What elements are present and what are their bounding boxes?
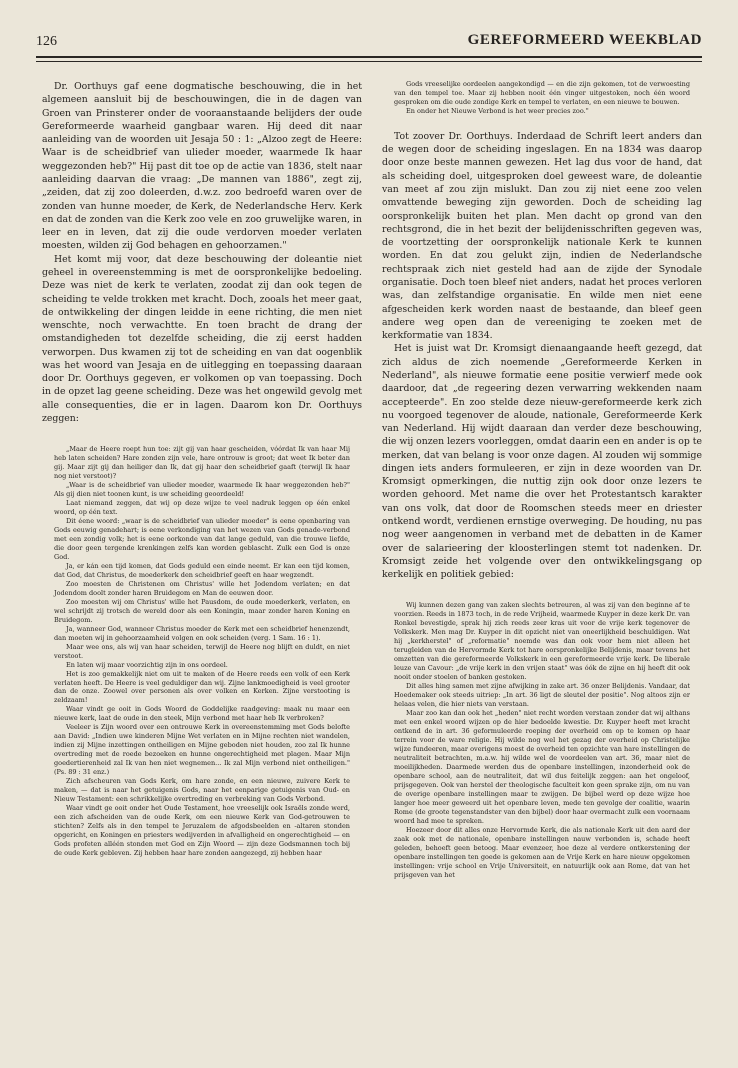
quote-paragraph: Hoezeer door dit alles onze Hervormde Kerk, die als nationale Kerk uit den aard der zaak ook met de nationale, openbare instellingen nauw verbonden is, schade heeft geleden, behoeft geen betoog. Maar evenzeer, hoe deze al verdere ontkerstening der openbare instellingen ten goede is gekomen aan de Vrije Kerk en hare nieuw opgekomen instellingen: vrije school en Vrije Universiteit, en natuurlijk ook aan Rome, dat van het prijsgeven van het [394,825,690,879]
quote-paragraph: En laten wij maar voorzichtig zijn in ons oordeel. [66,660,228,669]
right-quote [382,601,702,879]
left-quote [42,445,362,858]
quote-paragraph: En onder het Nieuwe Verbond is het weer precies zoo." [406,106,589,115]
quote-paragraph: Dit éene woord: „waar is de scheidbrief van ulieder moeder" is eene openbaring van Gods eeuwig genadehart; is eene verkondiging van het wezen van Gods genade-verbond met een zondig volk; het is eene oorkonde van dat lange geduld, van die trouwe liefde, die door geen tergende krenkingen zelfs kan worden geblascht. Zulk een God is onze God. [54,517,350,561]
quote-paragraph: Zoo moesten wij om Christus' wille het Pausdom, de oude moederkerk, verlaten, en wel schrijdt zij trotsch de wereld door als een Koningin, maar zonder haren Koning en Bruidegom. [54,597,350,624]
quote-paragraph: Waar vindt ge ooit in Gods Woord de Goddelijke raadgeving: maak nu maar een nieuwe kerk, laat de oude in den steek, Mijn verbond met haar heb Ik verbroken? [54,705,350,723]
quote-paragraph: Ja, er kán een tijd komen, dat Gods geduld een einde neemt. Er kan een tijd komen, dat God, dat Christus, de moederkerk den scheidbrief geeft en haar wegzendt. [54,561,350,579]
quote-paragraph: „Waar is de scheidbrief van ulieder moeder, waarmede Ik haar weggezonden heb?" Als gij dien niet toonen kunt, is uw scheiding geoordeeld! [54,481,350,499]
left-intro [42,80,362,425]
paragraph: Het komt mij voor, dat deze beschouwing der doleantie niet geheel in overeenstemming is met de oorspronkelijke bedoeling. Deze was niet de kerk te verlaten, zoodat zij dan ook tegen de scheiding te velde trokken met kracht. Doch, zooals het meer gaat, de ontwikkeling der dingen leidde in eene richting, die men niet wenschte, noch verwachtte. En toen bracht de drang der omstandigheden tot dezelfde scheiding, die zij eerst hadden verworpen. Dus kwamen zij tot de scheiding en van dat oogenblik was het woord van Jesaja en de uitlegging en toepassing daaraan door Dr. Oorthuys gegeven, er volkomen op van toepassing. Doch in de opzet lag geene scheiding. Deze was het ongewild gevolg met alle consequenties, die er in lagen. Daarom kon Dr. Oorthuys zeggen: [42,253,362,425]
quote-paragraph: Zich afscheuren van Gods Kerk, om hare zonde, en een nieuwe, zuivere Kerk te maken, — dat is naar het getuigenis Gods, naar het eenparige getuigenis van Oud- en Nieuw Testament: een schrikkelijke overtreding en verbreking van Gods Verbond. [54,777,350,804]
quote-paragraph: Het is zoo gemakkelijk niet om uit te maken of de Heere reeds een volk of een Kerk verlaten heeft. De Heere is veel geduldiger dan wij. Zijne lankmoedigheid is veel grooter dan de onze. Zoowel over personen als over volken en Kerken. Zijne verstooting is zeldzaam! [54,669,350,705]
page-number: 126 [36,34,57,49]
quote-paragraph: Wij kunnen dezen gang van zaken slechts betreuren, al was zij van den beginne af te voorzien. Reeds in 1873 toch, in de rede Vrijheid, waarmede Kuyper in deze kerk Dr. van Ronkel bevestigde, sprak hij zich reeds zeer kras uit voor de vrije kerk tegenover de Volkskerk. Men mag Dr. Kuyper in dit opzicht niet van oneerlijkheid beschuldigen. Wat hij „kerkherstel" of „reformatie" noemde was dan ook voor hem niet alleen het terugleiden van de Hervormde Kerk tot hare oorspronkelijke Belijdenis, maar tevens het omzetten van die gereformeerde Volkskerk in een gereformeerde vrije kerk. De liberale leuze van Cavour: „de vrije kerk in den vrijen staat" was óók de zijne en hij heeft dit ook nooit onder stoelen of banken gestoken. [394,601,690,682]
quote-paragraph: Laat niemand zeggen, dat wij op deze wijze te veel nadruk leggen op één enkel woord, op één text. [54,499,350,517]
quote-paragraph: Veeleer is Zijn woord over een ontrouwe Kerk in overeenstemming met Gods belofte aan David: „Indien uwe kinderen Mijne Wet verlaten en in Mijne rechten niet wandelen, indien zij Mijne inzettingen ontheiligen en Mijne geboden niet houden, zoo zal Ik hunne overtreding met de roede bezoeken en hunne ongerechtigheid met plagen. Maar Mijn goedertierenheid zal Ik van hen niet wegnemen... Ik zal Mijn verbond niet ontheiligen." (Ps. 89 : 31 enz.) [54,723,350,777]
quote-paragraph: Waar vindt ge ooit onder het Oude Testament, hoe vreeselijk ook Israëls zonde werd, een zich afscheiden van de oude Kerk, om een nieuwe Kerk van God-getrouwen te stichten? Zelfs als in den tempel te Jeruzalem de afgodsbeelden en -altaren stonden opgericht, en Koningen en priesters wedijverden in afvalligheid en ongerechtigheid — en Gods profeten alléén stonden met God en Zijn Woord — zijn deze Godsmannen toch bij de oude Kerk gebleven. Zij hebben haar hare zonden aangezegd, zij hebben haar [54,804,350,857]
quote-paragraph: Maar wee ons, als wij van haar scheiden, terwijl de Heere nog blijft en duldt, en niet verstoot. [54,642,350,660]
quote-paragraph: Maar zoo kan dan ook het „heden" niet recht worden verstaan zonder dat wij althans met een enkel woord wijzen op de hier bedoelde kwestie. Dr. Kuyper heeft met kracht ontkend de in art. 36 geformuleerde roeping der overheid om op te komen op haar terrein voor de ware religie. Hij wilde nog wel het gezag der overheid op Christelijke wijze fundeeren, maar overigens moest de overheid ten opzichte van hare instellingen de neutraliteit betrachten, m.a.w. hij wilde wel de voordeelen van art. 36, maar niet de moeilijkheden. Daarmede werden dus de openbare instellingen, inzonderheid ook de openbare school, aan de neutraliteit, dat wil dus feitelijk zeggen: aan het ongeloof, prijsgegeven. Ook van herstel der theologische faculteit kon geen sprake zijn, om nu van de overige openbare instellingen maar te zwijgen. De bijbel werd op deze wijze hoe langer hoe meer geweerd uit het openbare leven, mede ten gevolge der coalitie, waarin Rome (de groote tegenstandster van den bijbel) door haar overmacht zulk een voornaam woord had mee te spreken. [394,709,690,825]
page-header [36,30,702,58]
quote-paragraph: Gods vreeselijke oordeelen aangekondigd — en die zijn gekomen, tot de verwoesting van den tempel toe. Maar zij hebben nooit één vinger uitgestoken, noch één woord gesproken om die oude zondige Kerk en tempel te verlaten, en een nieuwe te bouwen. [394,80,690,106]
right-column [382,80,702,879]
paragraph: Het is juist wat Dr. Kromsigt dienaangaande heeft gezegd, dat zich aldus de zich noemende „Gereformeerde Kerken in Nederland", als nieuwe formatie eene positie verwierf mede ook daardoor, dat „de regeering dezen verwarring wekkenden naam accepteerde". En zoo stelde deze nieuw-gereformeerde kerk zich nu voorgoed tegenover de aloude, nationale, Gereformeerde Kerk van Nederland. Hij wijdt daaraan dan verder deze beschouwing, die wij onzen lezers voorleggen, omdat daarin een en ander is op te merken, dat van belang is voor onze dagen. Al zouden wij sommige dingen iets anders formuleeren, er zijn in deze woorden van Dr. Kromsigt opmerkingen, die nuttig zijn ook door onze lezers te worden gehoord. Met name die over het Protestantsch karakter van ons volk, dat door de Roomschen steeds meer en driester ontkend wordt, verdienen ernstige overweging. De houding, nu pas nog weer aangenomen in verband met de debatten in de Kamer over de salarieering der kloosterlingen stemt tot nadenken. Dr. Kromsigt zeide het volgende over den ontwikkelingsgang op kerkelijk en politiek gebied: [382,343,703,581]
paragraph: Dr. Oorthuys gaf eene dogmatische beschouwing, die in het algemeen aansluit bij de beschouwingen, die in de dagen van Groen van Prinsterer onder de vooraanstaande belijders der oude Gereformeerde waarheid gangbaar waren. Hij deed dit naar aanleiding van de woorden uit Jesaja 50 : 1: „Alzoo zegt de Heere: Waar is de scheidbrief van ulieder moeder, waarmede Ik haar weggezonden heb?" Hij past dit toe op de actie van 1836, stelt naar aanleiding daarvan die vraag: „De mannen van 1886", zegt zij, „zeiden, dat zij zoo doleerden, d.w.z. zoo bedroefd waren over de zonden van hunne moeder, de Kerk, de Nederlandsche Herv. Kerk en dat de zonden van die Kerk zoo vele en zoo gruwelijke waren, in leer en in leven, dat zij die oude verdorven moeder verlaten moesten, wilden zij God behagen en gehoorzamen." [42,81,363,252]
right-main [382,130,702,582]
quote-paragraph: Dit alles hing samen met zijne afwijking in zake art. 36 onzer Belijdenis. Vandaar, dat Hoedemaker ook steeds uitriep: „In art. 36 ligt de sleutel der positie". Nog altoos zijn er helaas velen, die hier niets van verstaan. [394,682,690,709]
quote-paragraph: „Maar de Heere roept hun toe: zijt gij van haar gescheiden, vóórdat Ik van haar Mij heb laten scheiden? Hare zonden zijn vele, hare ontrouw is groot; dat weet Ik beter dan gij. Maar zijt gij dan heiliger dan Ik, dat gij haar den scheidbrief gaaft (terwijl Ik haar nog niet verstoot)? [54,445,350,481]
quote-paragraph: Zoo moesten de Christenen om Christus' wille het Jodendom verlaten; en dat Jodendom doolt zonder haren Bruidegom en Man de eeuwen door. [54,579,350,597]
journal-title: GEREFORMEERD WEEKBLAD [467,32,702,48]
paragraph: Tot zoover Dr. Oorthuys. Inderdaad de Schrift leert anders dan de wegen door de scheiding ingeslagen. En na 1834 was daarop door onze beste mannen gewezen. Het lag dus voor de hand, dat als scheiding doel, uitgesproken doel geweest ware, de doleantie van meet af zou zijn mislukt. Dan zou zij niet eene zoo velen omvattende beweging zijn geworden. Doch de scheiding lag oorspronkelijk buiten het plan. Men dacht op grond van den rechtsgrond, die in het bezit der belijdenisschriften gegeven was, de voortzetting der oorspronkelijk nationale Kerk te kunnen worden. En dat zou gelukt zijn, indien de Nederlandsche rechtspraak zich niet gesteld had aan de zijde der Synodale organisatie. Doch toen bleef niet anders, nadat het proces verloren was, dan zelfstandige organisatie. En wilde men niet eene afgescheiden kerk worden naast de bestaande, dan bleef geen andere weg open dan de vereeniging te zoeken met de kerkformatie van 1834. [382,130,702,342]
right-quote-end [382,80,702,116]
left-column [42,80,362,858]
quote-paragraph: Ja, wanneer God, wanneer Christus moeder de Kerk met een scheidbrief henenzendt, dan moeten wij in gehoorzaamheid volgen en ook scheiden (verg. 1 Sam. 16 : 1). [54,624,350,642]
